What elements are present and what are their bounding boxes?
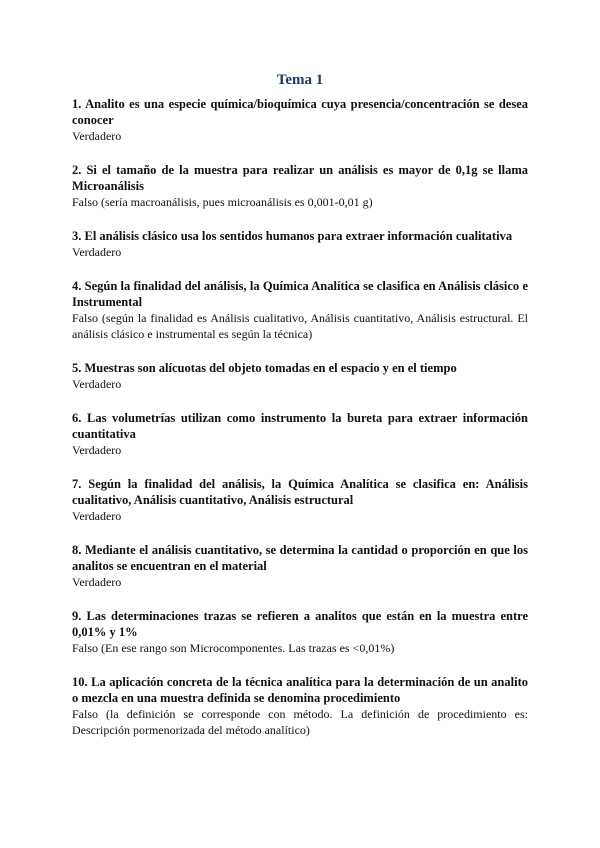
answer-text: Verdadero xyxy=(72,377,122,391)
answer-text: Falso (según la finalidad es Análisis cualitativo, Análisis cuantitativo, Análisis estructural. El análisis clásico e instrumental es según la técnica) xyxy=(72,311,528,341)
question-item-6 xyxy=(72,410,528,458)
question-text: 5. Muestras son alícuotas del objeto tomadas en el espacio y en el tiempo xyxy=(72,361,457,375)
question-item-9 xyxy=(72,608,528,656)
question-text: 2. Si el tamaño de la muestra para realizar un análisis es mayor de 0,1g se llama Microanálisis xyxy=(72,163,528,193)
question-text: 7. Según la finalidad del análisis, la Química Analítica se clasifica en: Análisis cualitativo, Análisis cuantitativo, Análisis estructural xyxy=(72,477,528,507)
page-title: Tema 1 xyxy=(276,72,324,88)
question-text: 1. Analito es una especie química/bioquímica cuya presencia/concentración se desea conocer xyxy=(72,97,528,127)
answer-text: Falso (En ese rango son Microcomponentes. Las trazas es <0,01%) xyxy=(72,641,395,655)
answer-text: Falso (sería macroanálisis, pues microanálisis es 0,001-0,01 g) xyxy=(72,195,373,209)
document-page xyxy=(72,70,528,756)
answer-text: Falso (la definición se corresponde con método. La definición de procedimiento es: Descripción pormenorizada del método analítico) xyxy=(72,707,528,737)
question-item-3 xyxy=(72,228,528,260)
answer-text: Verdadero xyxy=(72,443,122,457)
answer-text: Verdadero xyxy=(72,245,122,259)
question-item-4 xyxy=(72,278,528,342)
question-item-5 xyxy=(72,360,528,392)
question-item-2 xyxy=(72,162,528,210)
question-text: 3. El análisis clásico usa los sentidos humanos para extraer información cualitativa xyxy=(72,229,513,243)
answer-text: Verdadero xyxy=(72,129,122,143)
question-text: 4. Según la finalidad del análisis, la Química Analítica se clasifica en Análisis clásico e Instrumental xyxy=(72,279,528,309)
answer-text: Verdadero xyxy=(72,575,122,589)
question-text: 9. Las determinaciones trazas se refieren a analitos que están en la muestra entre 0,01% y 1% xyxy=(72,609,528,639)
question-text: 6. Las volumetrías utilizan como instrumento la bureta para extraer información cuantitativa xyxy=(72,411,528,441)
question-item-1 xyxy=(72,96,528,144)
question-text: 10. La aplicación concreta de la técnica analítica para la determinación de un analito o mezcla en una muestra definida se denomina procedimiento xyxy=(72,675,528,705)
question-item-8 xyxy=(72,542,528,590)
question-text: 8. Mediante el análisis cuantitativo, se determina la cantidad o proporción en que los analitos se encuentran en el material xyxy=(72,543,528,573)
answer-text: Verdadero xyxy=(72,509,122,523)
question-item-7 xyxy=(72,476,528,524)
question-item-10 xyxy=(72,674,528,738)
